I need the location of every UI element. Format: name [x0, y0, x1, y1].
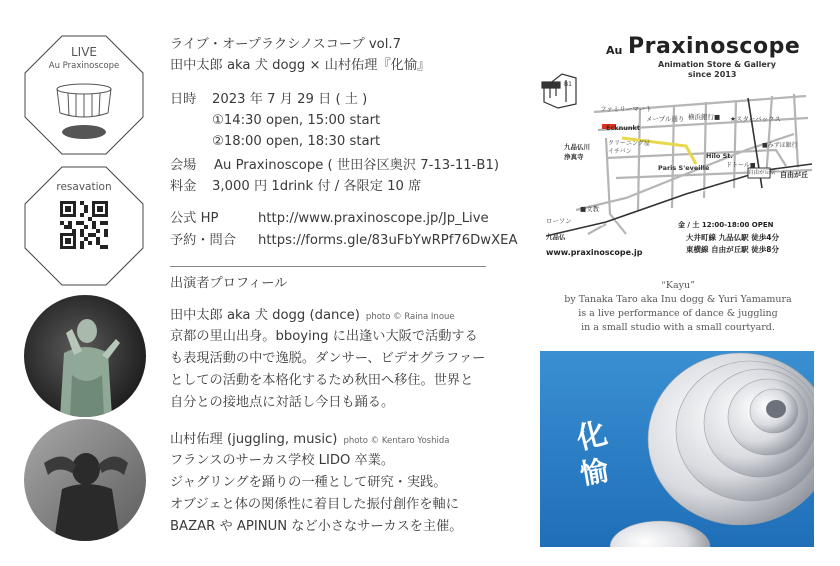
map-label-maple: メープル通り [646, 115, 685, 123]
qr-code-icon[interactable] [60, 201, 108, 249]
map-label-mizuho: ■みずほ銀行 [762, 142, 798, 149]
performer-1-bio-line: も表現活動の中で逸脱。ダンサー、ビデオグラファー [170, 351, 486, 366]
map-label-ecknunkt: Ecknunkt [606, 124, 640, 132]
live-badge [22, 33, 146, 157]
map-label-jogan: 浄真寺 [564, 153, 584, 161]
b1-label: B1 [564, 81, 572, 88]
opening-hours: 金 / 土 12:00-18:00 OPEN [678, 221, 774, 229]
logo-subtitle: Animation Store & Gallery [658, 60, 776, 69]
homepage-label: 公式 HP [170, 211, 219, 226]
performer-2-name: 山村佑理 (juggling, music) [170, 432, 338, 447]
artwork-glyph-2: 愉 [577, 453, 611, 492]
show-time-2: ②18:00 open, 18:30 start [212, 134, 381, 149]
venue-label: 会場 [170, 158, 197, 173]
building-icon [542, 74, 576, 108]
access-map [536, 34, 816, 270]
event-title-line1: ライブ・オープラクシノスコープ vol.7 [170, 37, 401, 52]
performer-1-bio-line: としての活動を本格化するため秋田へ移住。世界と [170, 373, 474, 388]
performer-1-name-row [170, 305, 455, 328]
reservation-badge [22, 164, 146, 288]
profile-heading: 出演者プロフィール [170, 276, 288, 291]
performer-2-bio-line: ジャグリングを踊りの一種として研究・実践。 [170, 475, 447, 490]
map-label-kuhonbutsu-river: 九品仏川 [564, 143, 590, 151]
logo-since: since 2013 [688, 70, 737, 79]
performer-1-bio-line: 京都の里山出身。bboying に出逢い大阪で活動する [170, 329, 478, 344]
fee-text: 3,000 円 1drink 付 / 各限定 10 席 [212, 179, 422, 194]
map-label-lawson: ローソン [546, 217, 572, 225]
fee-label: 料金 [170, 179, 197, 194]
live-label: LIVE [70, 45, 97, 59]
map-label-bunbou: ■文教 [580, 205, 600, 213]
reservation-label: resavation [56, 181, 112, 193]
logo-praxinoscope: Praxinoscope [628, 34, 801, 59]
map-label-starbucks: ★スターバックス [730, 115, 781, 123]
kayu-title: “Kayu” [661, 280, 695, 291]
performer-2-credit: photo © Kentaro Yoshida [343, 436, 450, 446]
live-sublabel: Au Praxinoscope [48, 61, 120, 71]
access-line-2: 東横線 自由が丘駅 徒歩8分 [686, 245, 779, 254]
shadow-ellipse [62, 125, 106, 139]
map-label-kuhonbutsu: 九品仏 [546, 233, 566, 241]
map-label-cleaning: クリーニング屋 [608, 140, 650, 147]
kayu-line: is a live performance of dance & juggling [578, 308, 778, 319]
kayu-artwork [540, 351, 814, 547]
venue-address: Au Praxinoscope ( 世田谷区奥沢 7-13-11-B1) [214, 158, 500, 173]
event-title-line2: 田中太郎 aka 犬 dogg × 山村佑理『化愉』 [170, 58, 431, 73]
artwork-glyph-1: 化 [573, 415, 611, 458]
performer-1-photo [24, 295, 146, 417]
performer-1-credit: photo © Raina Inoue [365, 312, 455, 322]
map-label-doutor: ドトール■ [726, 162, 756, 169]
date-label: 日時 [170, 92, 197, 107]
map-label-familymart: ファミリーマート [600, 105, 652, 113]
reservation-link[interactable]: https://forms.gle/83uFbYwRPf76DwXEA [258, 233, 518, 248]
website-url[interactable]: www.praxinoscope.jp [546, 248, 643, 257]
homepage-link[interactable]: http://www.praxinoscope.jp/Jp_Live [258, 211, 489, 226]
performer-1-bio-line: 自分との接地点に対話し今日も踊る。 [170, 395, 395, 410]
performer-2-bio-line: オブジェと体の関係性に着目した振付創作を軸に [170, 497, 459, 512]
event-date: 2023 年 7 月 29 日 ( 土 ) [212, 92, 368, 107]
map-label-jiyugaoka-station: 自由が丘駅 [748, 170, 776, 176]
performer-1-name: 田中太郎 aka 犬 dogg (dance) [170, 308, 360, 323]
logo-au: Au [606, 44, 623, 57]
access-line-1: 大井町線 九品仏駅 徒歩4分 [686, 233, 779, 242]
kayu-line: by Tanaka Taro aka Inu dogg & Yuri Yamamura [564, 294, 792, 305]
reservation-label-text: 予約・問合 [170, 233, 236, 248]
map-label-paris: Paris S'eveille [658, 164, 710, 172]
performer-2-name-row [170, 429, 449, 452]
performer-2-bio-line: BAZAR や APINUN など小さなサーカスを主催。 [170, 519, 463, 534]
divider [170, 266, 486, 267]
map-label-yokohama-bank: 横浜銀行■ [688, 113, 721, 121]
kayu-line: in a small studio with a small courtyard. [581, 322, 775, 333]
performer-2-bio-line: フランスのサーカス学校 LIDO 卒業。 [170, 453, 395, 468]
show-time-1: ①14:30 open, 15:00 start [212, 113, 381, 128]
map-label-hilo: Hilo St. [706, 152, 733, 160]
map-label-jiyugaoka: 自由が丘 [780, 171, 808, 179]
performer-2-photo [24, 419, 146, 541]
map-label-ichigo: イチバン [608, 148, 632, 155]
kayu-caption [540, 279, 816, 335]
